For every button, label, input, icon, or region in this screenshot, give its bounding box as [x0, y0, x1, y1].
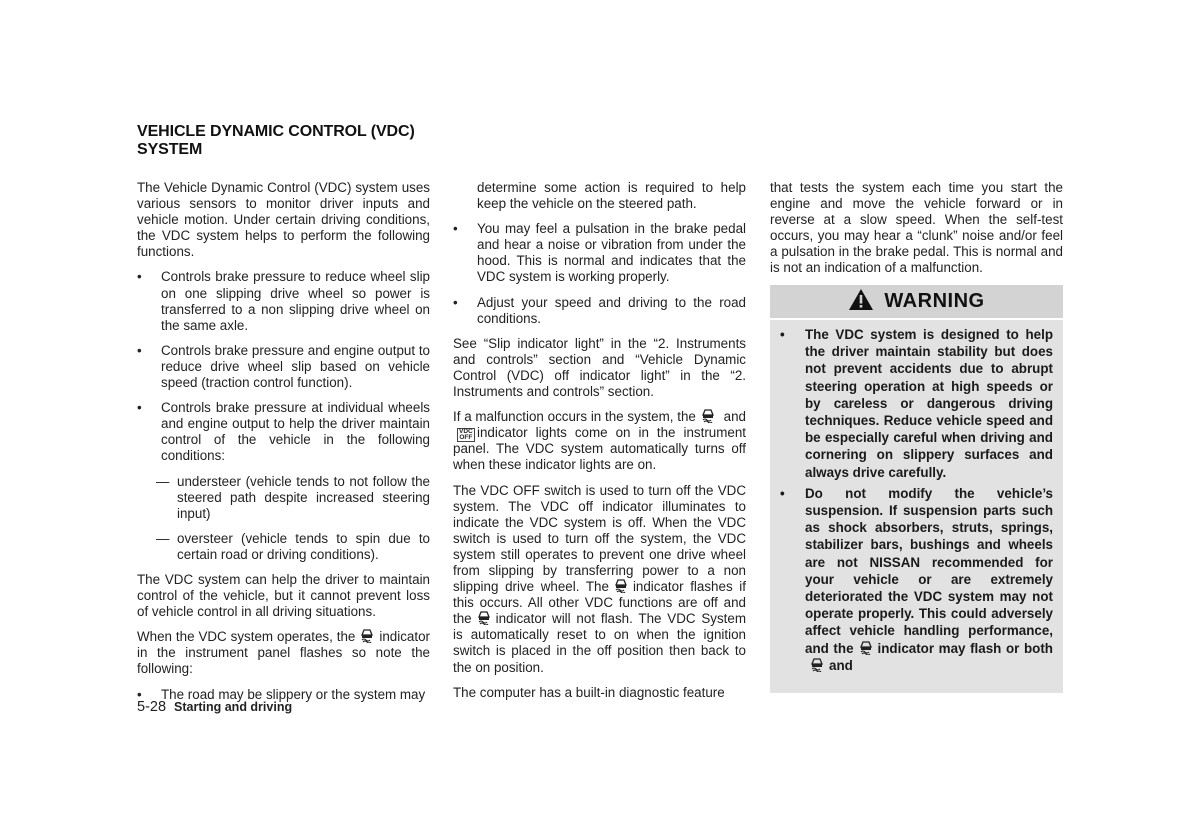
slip-indicator-icon	[613, 579, 629, 593]
warning-header	[770, 285, 1063, 318]
intro-paragraph: The Vehicle Dynamic Control (VDC) system uses various sensors to monitor driver inputs and vehicle motion. Under certain driving conditions, the VDC system helps to perform the following functions.	[137, 180, 430, 260]
slippery-road-bullet: • The road may be slippery or the system may	[137, 687, 430, 703]
function-bullet-1: • Controls brake pressure to reduce wheel slip on one slipping drive wheel so power is transferred to a non slipping drive wheel on the same axle.	[137, 269, 430, 333]
condition-understeer: — understeer (vehicle tends to not follow the steered path despite increased steering input)	[137, 474, 430, 522]
warning-box	[770, 320, 1063, 693]
condition-oversteer: — oversteer (vehicle tends to spin due to certain road or driving conditions).	[137, 531, 430, 563]
bullet-continuation: determine some action is required to help keep the vehicle on the steered path.	[477, 180, 746, 212]
vdc-off-switch-paragraph: The VDC OFF switch is used to turn off the VDC system. The VDC off indicator illuminates to indicate the VDC system is off. When the VDC switch is used to turn off the system, the VDC system still operates to prevent one drive wheel from slipping by transferring power to a non slipping drive wheel. The indicator flashes if this occurs. All other VDC functions are off and the indicator will not flash. The VDC System is automatically reset to on when the ignition switch is placed in the off position then back to the on position.	[453, 482, 746, 675]
section-title: VEHICLE DYNAMIC CONTROL (VDC) SYSTEM	[137, 123, 415, 158]
section-name: Starting and driving	[174, 700, 293, 714]
page-number: 5-28	[137, 699, 167, 715]
warning-bullet-1: • The VDC system is designed to help the driver maintain stability but does not prevent accidents due to abrupt steering operation at high speeds or by careless or dangerous driving techniques. Reduce vehicle speed and be especially careful when driving and cornering on slippery surfaces and always drive carefully.	[780, 326, 1053, 481]
diagnostic-paragraph: The computer has a built-in diagnostic feature	[453, 684, 725, 700]
operation-paragraph: When the VDC system operates, the indicator in the instrument panel flashes so note the following:	[137, 629, 430, 677]
column-2	[453, 180, 746, 710]
warning-triangle-icon	[848, 288, 874, 316]
limitation-paragraph: The VDC system can help the driver to maintain control of the vehicle, but it cannot prevent loss of vehicle control in all driving situations.	[137, 571, 430, 620]
slip-indicator-icon	[700, 409, 716, 423]
column-1	[137, 180, 430, 712]
malfunction-paragraph: If a malfunction occurs in the system, the andVDC OFF indicator lights come on in the instrument panel. The VDC system automatically turns off when these indicator lights are on.	[453, 409, 746, 473]
slip-indicator-icon	[476, 611, 492, 625]
slip-indicator-icon	[858, 641, 874, 655]
vdc-off-indicator-icon: VDC OFF	[459, 428, 473, 442]
slip-indicator-icon	[359, 629, 375, 643]
pulsation-bullet: • You may feel a pulsation in the brake pedal and hear a noise or vibration from under the hood. This is normal and indicates that the VDC system is working properly.	[453, 221, 746, 285]
slip-indicator-icon	[809, 658, 825, 672]
page-footer	[137, 699, 292, 715]
function-bullet-2: • Controls brake pressure and engine output to reduce drive wheel slip based on vehicle speed (traction control function).	[137, 343, 430, 391]
self-test-paragraph: that tests the system each time you start the engine and move the vehicle forward or in reverse at a slow speed. When the self-test occurs, you may hear a “clunk” noise and/or feel a pulsation in the brake pedal. This is normal and is not an indication of a malfunction.	[770, 180, 1063, 276]
function-bullet-3: • Controls brake pressure at individual wheels and engine output to help the driver maintain control of the vehicle in the following conditions:	[137, 400, 430, 464]
adjust-speed-bullet: • Adjust your speed and driving to the road conditions.	[453, 295, 746, 327]
see-reference-paragraph: See “Slip indicator light” in the “2. Instruments and controls” section and “Vehicle Dynamic Control (VDC) off indicator light” in the “2. Instruments and controls” section.	[453, 335, 746, 400]
warning-title: WARNING	[884, 290, 985, 312]
warning-bullet-2: • Do not modify the vehicle’s suspension. If suspension parts such as shock absorbers, struts, springs, stabilizer bars, bushings and wheels are not NISSAN recommended for your vehicle or are extremely deteriorated the VDC system may not operate properly. This could adversely affect vehicle handling performance, and the indicator may flash or both and	[780, 485, 1053, 674]
column-3	[770, 180, 1063, 286]
